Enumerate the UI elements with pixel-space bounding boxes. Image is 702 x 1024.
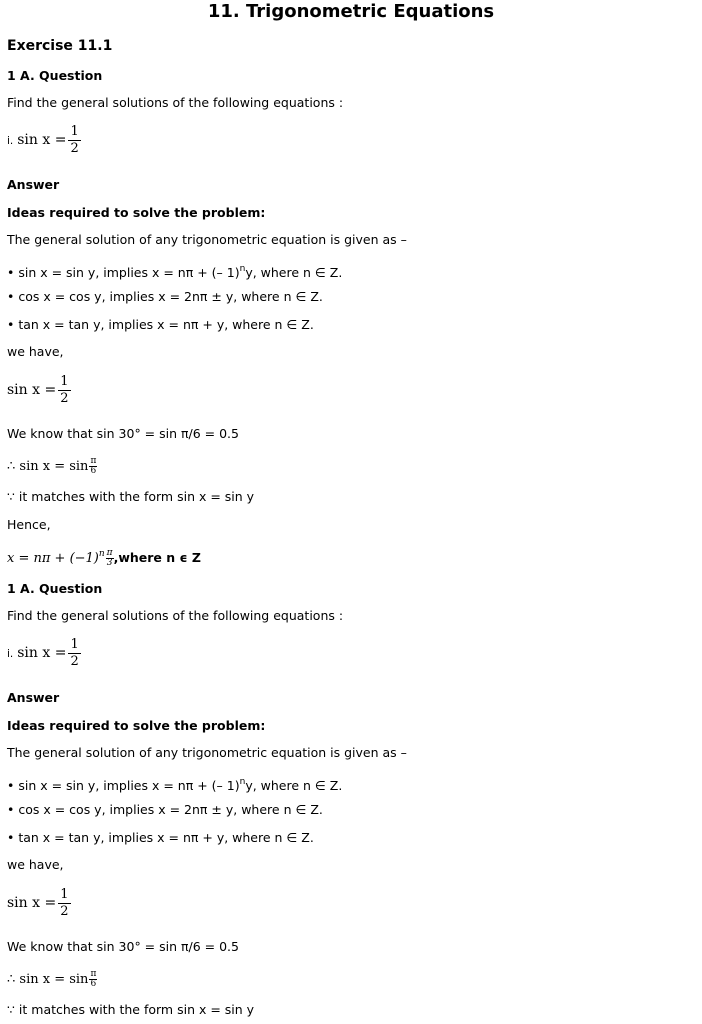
answer-label: Answer xyxy=(7,177,60,192)
because-text: ∵ it matches with the form sin x = sin y xyxy=(7,1002,255,1017)
we-know-text: We know that sin 30° = sin π/6 = 0.5 xyxy=(7,426,239,441)
we-know-text: We know that sin 30° = sin π/6 = 0.5 xyxy=(7,939,239,954)
we-have-text: we have, xyxy=(7,857,64,872)
solution-equation: $x = n\pi + (-1)^n$ $\frac{\pi}{3}$ ,where n ϵ Z xyxy=(7,548,201,568)
bullet-cos: • cos x = cos y, implies x = 2nπ ± y, where n ∈ Z. xyxy=(7,289,323,304)
general-solution-text: The general solution of any trigonometric equation is given as – xyxy=(7,745,407,760)
because-text: ∵ it matches with the form sin x = sin y xyxy=(7,489,255,504)
question-label: 1 A. Question xyxy=(7,68,103,83)
we-have-text: we have, xyxy=(7,344,64,359)
bullet-sin: • sin x = sin y, implies x = nπ + (– 1)$^n$y, where n ∈ Z. xyxy=(7,777,343,793)
question-text: Find the general solutions of the following equations : xyxy=(7,95,344,110)
bullet-cos: • cos x = cos y, implies x = 2nπ ± y, where n ∈ Z. xyxy=(7,802,323,817)
bullet-tan: • tan x = tan y, implies x = nπ + y, where n ∈ Z. xyxy=(7,317,314,332)
bullet-tan: • tan x = tan y, implies x = nπ + y, where n ∈ Z. xyxy=(7,830,314,845)
ideas-label: Ideas required to solve the problem: xyxy=(7,205,266,220)
question-text: Find the general solutions of the following equations : xyxy=(7,608,344,623)
we-have-equation: sin x = $\frac{1}{2}$ xyxy=(7,374,69,406)
exercise-heading: Exercise 11.1 xyxy=(7,38,113,54)
ideas-label: Ideas required to solve the problem: xyxy=(7,718,266,733)
bullet-sin: • sin x = sin y, implies x = nπ + (– 1)$^n$y, where n ∈ Z. xyxy=(7,264,343,280)
therefore-equation: ∴ sin x = sin $\frac{\pi}{6}$ xyxy=(7,969,97,989)
answer-label: Answer xyxy=(7,690,60,705)
page-title: 11. Trigonometric Equations xyxy=(207,1,495,22)
general-solution-text: The general solution of any trigonometric equation is given as – xyxy=(7,232,407,247)
we-have-equation: sin x = $\frac{1}{2}$ xyxy=(7,887,69,919)
question-label: 1 A. Question xyxy=(7,581,103,596)
therefore-equation: ∴ sin x = sin $\frac{\pi}{6}$ xyxy=(7,456,97,476)
hence-text: Hence, xyxy=(7,517,51,532)
question-equation: i. sin x = $\frac{1}{2}$ xyxy=(7,637,79,669)
question-equation: i. sin x = $\frac{1}{2}$ xyxy=(7,124,79,156)
